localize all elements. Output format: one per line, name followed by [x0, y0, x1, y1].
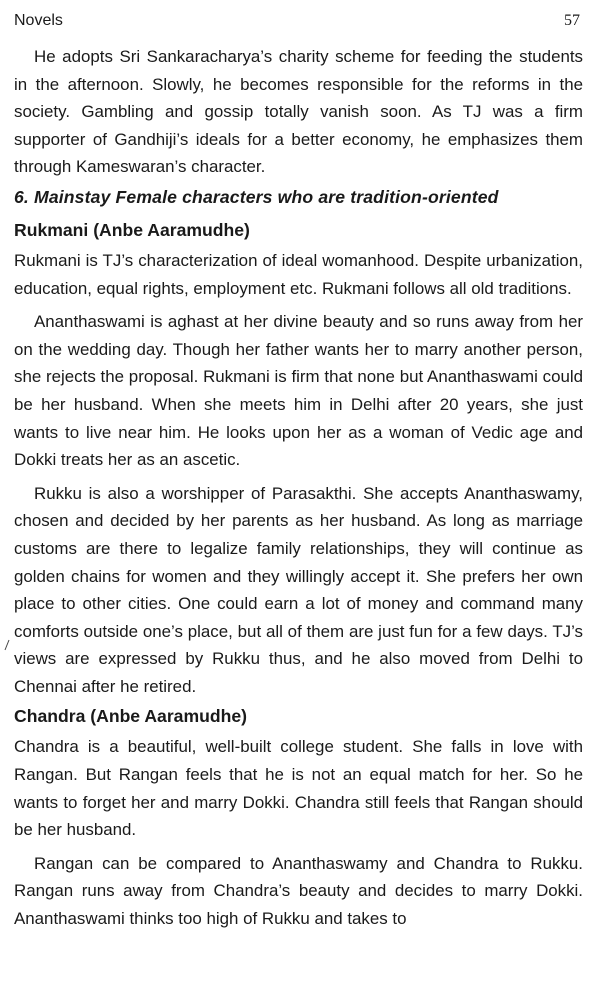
paragraph-chandra-intro: Chandra is a beautiful, well-built college student. She falls in love with Rangan. But Rangan feels that he is not an equal match for her. So he wants to forget her and marry Dokki. Chandra still feels that Rangan should be her husband.: [14, 737, 583, 840]
section-heading: 6. Mainstay Female characters who are tradition-oriented: [14, 186, 499, 207]
page-number: 57: [564, 12, 580, 29]
page-body: [14, 43, 583, 933]
paragraph-comparison: Rangan can be compared to Ananthaswamy and Chandra to Rukku. Rangan runs away from Chandra’s beauty and decides to marry Dokki. Ananthaswami thinks too high of Rukku and takes to: [14, 853, 583, 929]
paragraph-kameswaran: He adopts Sri Sankaracharya’s charity scheme for feeding the students in the afternoon. Slowly, he becomes responsible for the reforms in the society. Gambling and gossip totally vanish soon. As TJ was a firm supporter of Gandhiji’s ideals for a better economy, he emphasizes them through Kameswaran’s character.: [14, 47, 583, 177]
subheading-rukmani: Rukmani (Anbe Aaramudhe): [14, 219, 250, 240]
running-head: Novels: [14, 12, 63, 29]
paragraph-ananthaswami: Ananthaswami is aghast at her divine beauty and so runs away from her on the wedding day. Though her father wants her to marry another person, she rejects the proposal. Rukmani is firm that none but Ananthaswami could be her husband. When she meets him in Delhi after 20 years, she just wants to live near him. He looks upon her as a woman of Vedic age and Dokki treats her as an ascetic.: [14, 312, 583, 470]
pen-mark-icon: [4, 639, 10, 651]
paragraph-rukku: Rukku is also a worshipper of Parasakthi. She accepts Ananthaswamy, chosen and decided by her parents as her husband. As long as marriage customs are there to legalize family relationships, they will continue as golden chains for women and they willingly accept it. She prefers her own place to other cities. One could earn a lot of money and command many comforts outside one’s place, but all of them are just fun for a few days. TJ’s views are expressed by Rukku thus, and he also moved from Delhi to Chennai after he retired.: [14, 483, 583, 696]
subheading-chandra: Chandra (Anbe Aaramudhe): [14, 706, 247, 727]
paragraph-rukmani-intro: Rukmani is TJ’s characterization of ideal womanhood. Despite urbanization, education, equal rights, employment etc. Rukmani follows all old traditions.: [14, 250, 583, 298]
